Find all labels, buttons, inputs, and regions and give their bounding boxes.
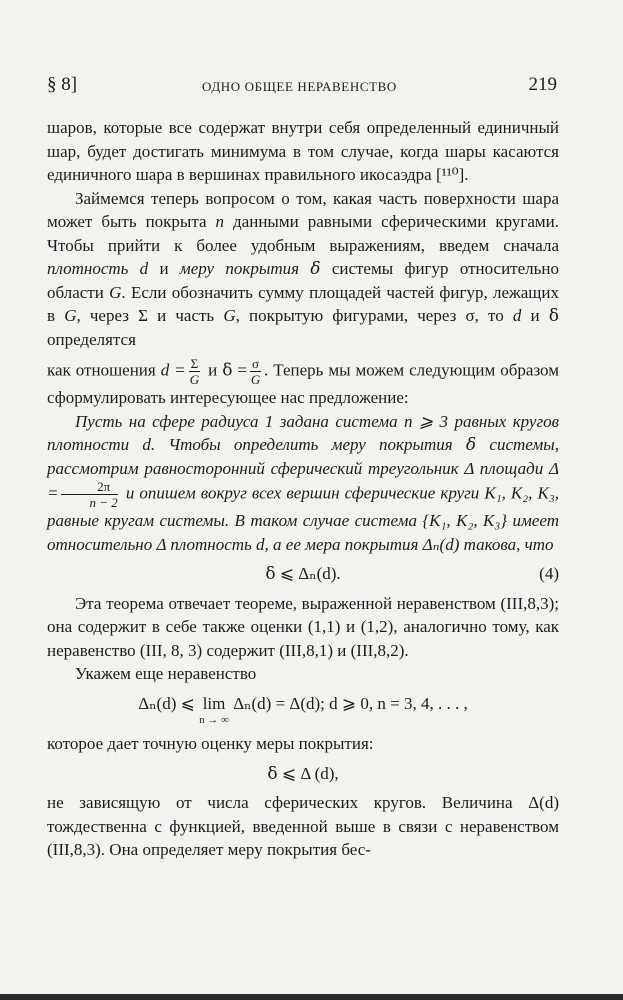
limit-operator: lim n → ∞ <box>199 693 229 726</box>
running-title: ОДНО ОБЩЕЕ НЕРАВЕНСТВО <box>202 79 397 94</box>
paragraph-7: не зависящую от числа сферических кругов. Величина Δ(d) тождественна с функцией, введенной выше в связи с неравенством (III,8,3). Она определяет меру покрытия бес- <box>47 793 559 859</box>
equation-number: (4) <box>539 564 559 583</box>
scan-edge <box>0 994 623 1000</box>
paragraph-3: как отношения d = $\frac{\Sigma}{G}$ и ẟ = $\frac{\sigma}{G}$ . Теперь мы можем следующим образом сформулировать интересующее нас предложение: <box>47 356 559 407</box>
paragraph-5: Укажем еще неравенство <box>75 664 257 683</box>
section-number: § 8] <box>47 74 78 95</box>
fraction-coverage: $\frac{\sigma}{G}$ <box>250 356 261 387</box>
theorem: Пусть на сфере радиуса 1 задана система n ⩾ 3 равных кругов плотности d. Чтобы определить меру покрытия ẟ системы, рассмотрим равносторонний сферический треугольник Δ площади Δ = $\frac{2\pi}{n - 2}$ и опишем вокруг всех вершин сферические круги K₁, K₂, K₃, равные кругам системы. В таком случае система {K₁, K₂, K₃} имеет относительно Δ плотность d, а ее мера покрытия Δₙ(d) такова, что <box>47 411 559 554</box>
paragraph-2: Займемся теперь вопросом о том, какая часть поверхности шара может быть покрыта n данными равными сферическими кругами. Чтобы прийти к более удобным выражениям, введем сначала плотность d и меру покрытия ẟ системы фигур относительно области G. Если обозначить сумму площадей частей фигур, лежащих в G, через Σ и часть G, покрытую фигурами, через σ, то d и ẟ определятся <box>47 188 560 349</box>
page-number: 219 <box>528 74 557 95</box>
paragraph-1: шаров, которые все содержат внутри себя определенный единичный шар, будет достигать минимума в том случае, когда шары касаются единичного шара в вершинах правильного икосаэдра [¹¹⁰]. <box>47 118 559 184</box>
equation-limit: Δₙ(d) ⩽ lim n → ∞ Δₙ(d) = Δ(d); d ⩾ 0, n = 3, 4, . . . , <box>138 693 468 726</box>
equation-4: ẟ ⩽ Δₙ(d). (4) <box>47 562 559 586</box>
paragraph-6: которое дает точную оценку меры покрытия: <box>47 734 374 753</box>
term-density: плотность d <box>47 259 149 278</box>
running-header <box>47 74 557 100</box>
fraction-area: $\frac{2\pi}{n - 2}$ <box>61 480 117 509</box>
page-body <box>47 116 559 862</box>
term-coverage: меру покрытия ẟ <box>179 259 321 278</box>
paragraph-4: Эта теорема отвечает теореме, выраженной неравенством (III,8,3); она содержит в себе также оценки (1,1) и (1,2), аналогично тому, как неравенство (III, 8, 3) содержит (III,8,1) и (III,8,2). <box>47 593 559 660</box>
equation-6: ẟ ⩽ Δ (d), <box>267 763 339 783</box>
fraction-density: $\frac{\Sigma}{G}$ <box>189 356 200 387</box>
